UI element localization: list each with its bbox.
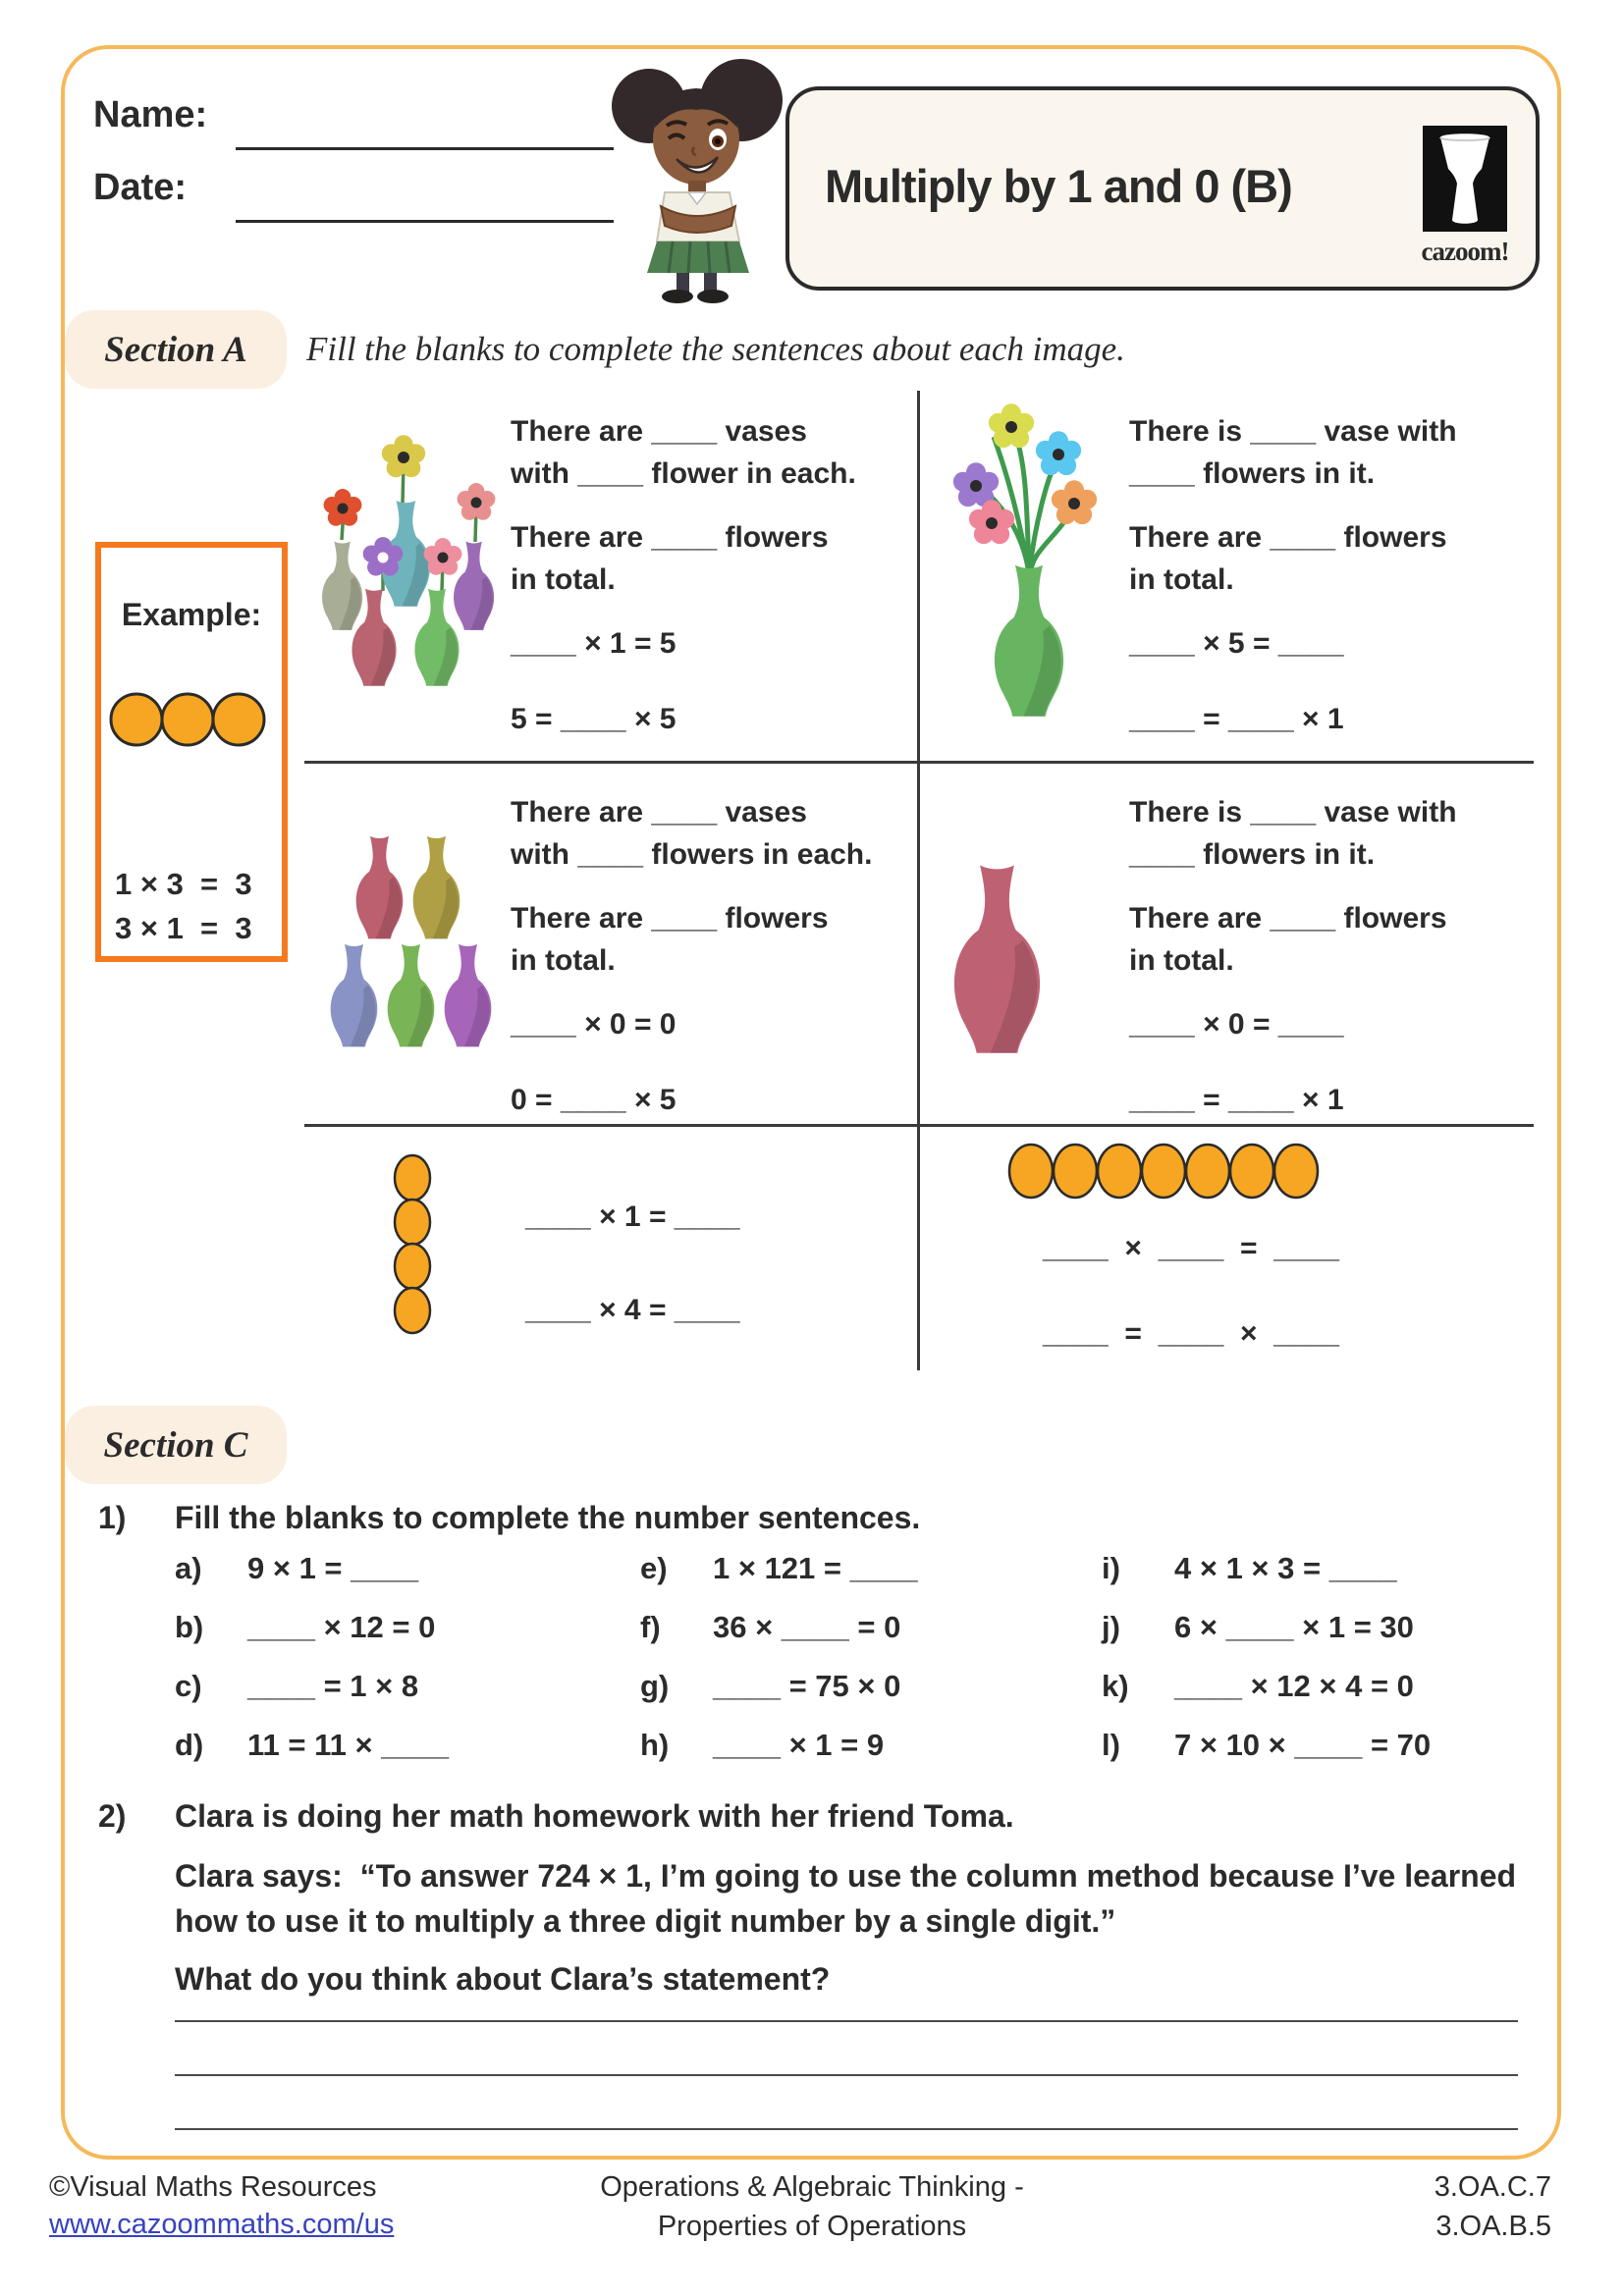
item-label: h): [640, 1728, 670, 1762]
q2-number: 2): [98, 1798, 127, 1834]
four-counters-column-image: [391, 1153, 434, 1340]
q1-item-e: [640, 1551, 918, 1586]
cell-1-sentence-2: [511, 516, 856, 601]
cell-4-equation-1: ____ × 0 = ____: [1129, 1008, 1344, 1041]
five-vases-with-flowers-image: [312, 400, 518, 734]
cazoom-logo: [1412, 126, 1518, 267]
cell-4-text: [1129, 791, 1457, 1121]
cell-1-text: [511, 410, 856, 740]
grid-vertical-divider: [917, 391, 920, 1370]
footer-standard-1: 3.OA.C.7: [1434, 2171, 1551, 2203]
example-eq-2: 3 × 1 = 3: [115, 911, 252, 945]
cell-2-equation-1: ____ × 5 = ____: [1129, 627, 1344, 660]
item-label: g): [640, 1669, 670, 1703]
q2-intro: Clara is doing her math homework with her friend Toma.: [175, 1798, 1014, 1834]
q1-item-c: [175, 1669, 418, 1704]
item-expression: 1 × 121 = ____: [713, 1551, 918, 1585]
cell-3-text: [511, 791, 872, 1121]
date-label: Date:: [93, 167, 188, 208]
q1-item-a: [175, 1551, 418, 1586]
item-label: c): [175, 1669, 202, 1703]
item-expression: 4 × 1 × 3 = ____: [1174, 1551, 1397, 1585]
q1-prompt: Fill the blanks to complete the number sentences.: [175, 1500, 921, 1535]
sentence-line: There are ____ flowers: [511, 521, 829, 554]
item-expression: ____ × 12 × 4 = 0: [1174, 1669, 1414, 1703]
example-counters-image: [109, 691, 266, 748]
sentence-line: in total.: [511, 944, 616, 977]
cell-5-equation-2: ____ × 4 = ____: [525, 1294, 740, 1326]
item-expression: ____ × 1 = 9: [713, 1728, 885, 1762]
cell-3-equation-2: 0 = ____ × 5: [511, 1084, 677, 1116]
footer-copyright: ©Visual Maths Resources: [49, 2171, 377, 2203]
item-label: b): [175, 1610, 204, 1644]
one-vase-five-flowers-image: [931, 398, 1127, 726]
item-label: f): [640, 1610, 661, 1644]
sentence-line: in total.: [1129, 944, 1234, 977]
item-expression: ____ = 75 × 0: [713, 1669, 901, 1703]
sentence-line: There is ____ vase with: [1129, 796, 1457, 828]
section-c-header: Section C: [65, 1406, 287, 1484]
section-a-instruction: Fill the blanks to complete the sentences about each image.: [306, 330, 1125, 368]
item-label: l): [1102, 1728, 1120, 1762]
item-expression: 9 × 1 = ____: [247, 1551, 419, 1585]
cell-6-equation-1: ____ × ____ = ____: [1043, 1232, 1339, 1264]
item-label: j): [1102, 1610, 1120, 1644]
q1-item-l: [1102, 1728, 1431, 1763]
q1-number: 1): [98, 1500, 127, 1535]
cell-6-equation-2: ____ = ____ × ____: [1043, 1317, 1339, 1350]
item-expression: ____ = 1 × 8: [247, 1669, 419, 1703]
date-write-line: [236, 220, 614, 223]
q1-item-k: [1102, 1669, 1414, 1704]
title-box: [785, 86, 1540, 291]
cell-3-sentence-1: [511, 791, 872, 876]
item-expression: 11 = 11 × ____: [247, 1728, 450, 1762]
example-eq-1: 1 × 3 = 3: [115, 867, 252, 901]
sentence-line: There are ____ vases: [511, 796, 807, 828]
q1-item-g: [640, 1669, 900, 1704]
sentence-line: ____ flowers in it.: [1129, 457, 1376, 490]
cell-2-sentence-2: [1129, 516, 1457, 601]
cell-4-sentence-2: [1129, 897, 1457, 982]
student-character-illustration: [582, 49, 808, 304]
name-label: Name:: [93, 94, 208, 135]
name-write-line: [236, 147, 614, 150]
cell-1-equation-2: 5 = ____ × 5: [511, 703, 677, 735]
answer-line-3: [175, 2128, 1518, 2130]
q2-clara-quote: Clara says: “To answer 724 × 1, I’m going to use the column method because I’ve learned how to use it to multiply a three digit number by a single digit.”: [175, 1858, 1525, 1939]
sentence-line: There is ____ vase with: [1129, 415, 1457, 448]
grid-horizontal-divider-1: [304, 761, 1534, 764]
sentence-line: There are ____ flowers: [1129, 902, 1447, 934]
cell-6-text: [1043, 1227, 1339, 1355]
five-empty-vases-image: [326, 832, 503, 1053]
cazoom-drum-icon: [1423, 126, 1507, 232]
q2-question: What do you think about Clara’s statement?: [175, 1961, 831, 1997]
q1-item-i: [1102, 1551, 1397, 1586]
cell-2-equation-2: ____ = ____ × 1: [1129, 703, 1344, 735]
item-label: a): [175, 1551, 202, 1585]
sentence-line: with ____ flower in each.: [511, 457, 856, 490]
q1-item-b: [175, 1610, 435, 1645]
sentence-line: There are ____ vases: [511, 415, 807, 448]
cell-1-sentence-1: [511, 410, 856, 495]
footer-strand-line-1: Operations & Algebraic Thinking -: [600, 2171, 1024, 2203]
item-expression: ____ × 12 = 0: [247, 1610, 436, 1644]
sentence-line: There are ____ flowers: [511, 902, 829, 934]
answer-line-1: [175, 2020, 1518, 2022]
cell-1-equation-1: ____ × 1 = 5: [511, 627, 677, 660]
cell-3-equation-1: ____ × 0 = 0: [511, 1008, 677, 1041]
cell-3-sentence-2: [511, 897, 872, 982]
cell-2-text: [1129, 410, 1457, 740]
answer-line-2: [175, 2074, 1518, 2076]
item-expression: 7 × 10 × ____ = 70: [1174, 1728, 1432, 1762]
cell-4-equation-2: ____ = ____ × 1: [1129, 1084, 1344, 1116]
item-label: e): [640, 1551, 668, 1585]
footer-website-link[interactable]: www.cazoommaths.com/us: [49, 2209, 395, 2240]
item-label: k): [1102, 1669, 1129, 1703]
cell-2-sentence-1: [1129, 410, 1457, 495]
footer-standard-2: 3.OA.B.5: [1435, 2211, 1551, 2242]
sentence-line: in total.: [511, 563, 616, 596]
q1-item-f: [640, 1610, 900, 1645]
sentence-line: with ____ flowers in each.: [511, 838, 873, 871]
worksheet-title: Multiply by 1 and 0 (B): [825, 160, 1292, 212]
q1-item-d: [175, 1728, 449, 1763]
cell-4-sentence-1: [1129, 791, 1457, 876]
seven-counters-row-image: [1006, 1141, 1321, 1201]
q1-item-h: [640, 1728, 884, 1763]
sentence-line: in total.: [1129, 563, 1234, 596]
cell-5-equation-1: ____ × 1 = ____: [525, 1201, 740, 1233]
q1-item-j: [1102, 1610, 1414, 1645]
sentence-line: ____ flowers in it.: [1129, 838, 1376, 871]
one-empty-vase-image: [946, 862, 1049, 1058]
example-equations: [115, 862, 252, 950]
sentence-line: There are ____ flowers: [1129, 521, 1447, 554]
example-box: [95, 542, 288, 962]
item-label: i): [1102, 1551, 1120, 1585]
section-a-header: Section A: [65, 310, 287, 389]
cazoom-logo-text: cazoom!: [1421, 237, 1509, 266]
item-label: d): [175, 1728, 204, 1762]
footer-strand-line-2: Properties of Operations: [657, 2211, 967, 2242]
example-label: Example:: [121, 597, 262, 632]
grid-horizontal-divider-2: [304, 1124, 1534, 1127]
cell-5-text: [525, 1196, 740, 1331]
item-expression: 36 × ____ = 0: [713, 1610, 901, 1644]
item-expression: 6 × ____ × 1 = 30: [1174, 1610, 1414, 1644]
